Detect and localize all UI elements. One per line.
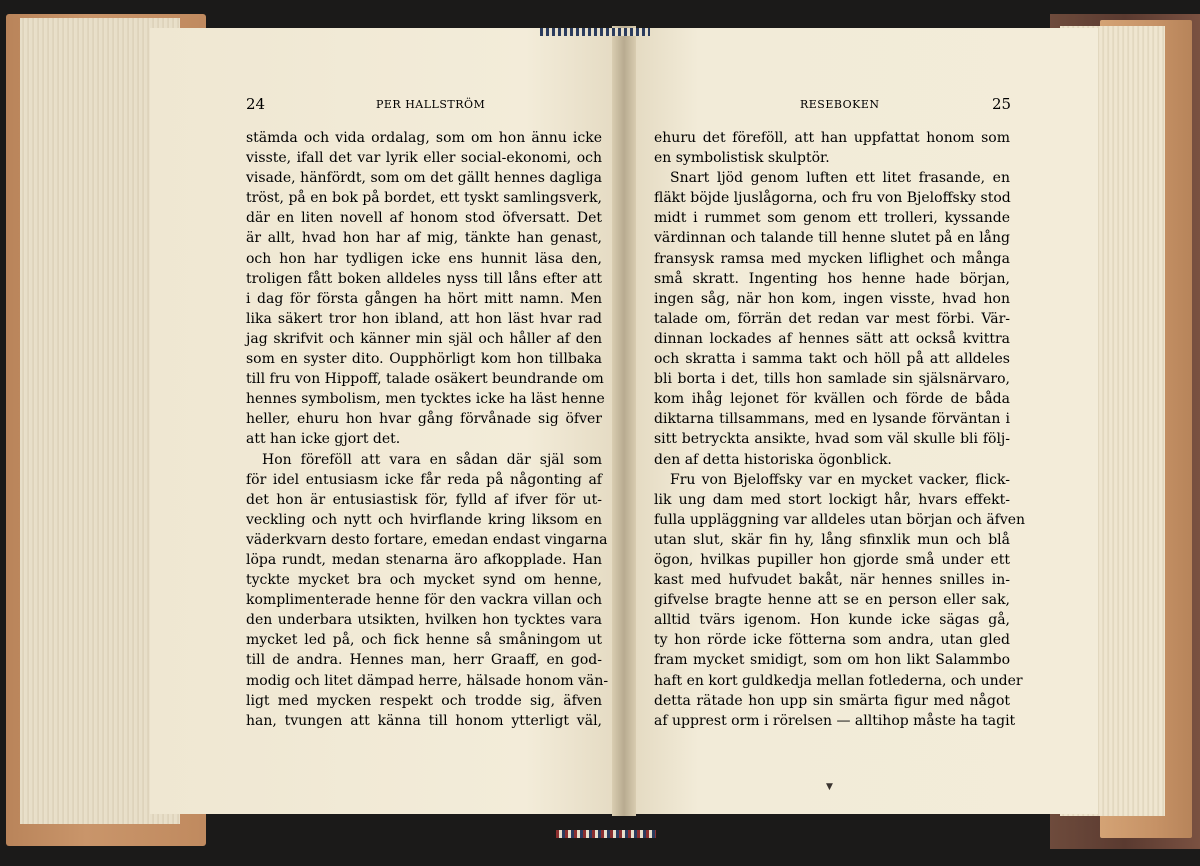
text-line: det hon är entusiastisk för, fylld af ifver för ut-	[246, 491, 602, 508]
text-line: för idel entusiasm icke får reda på någonting af	[246, 471, 602, 488]
text-line: som en syster dito. Oupphörligt kom hon tillbaka	[246, 351, 602, 368]
text-line: talade om, förrän det redan var mest förbi. Vär-	[654, 310, 1010, 327]
text-line: fläkt böjde ljuslågorna, och fru von Bjeloffsky stod	[654, 190, 1011, 207]
text-line: diktarna tillsammans, med en lysande förväntan i	[654, 411, 1010, 428]
text-line: haft en kort guldkedja mellan fotlederna, och under	[654, 672, 1023, 689]
text-line: en symbolistisk skulptör.	[654, 150, 830, 167]
right-page-number: 25	[992, 95, 1012, 113]
text-line: tyckte mycket bra och mycket synd om henne,	[246, 572, 602, 589]
text-line: modig och litet dämpad herre, hälsade honom vän-	[246, 672, 609, 689]
text-line: kast med hufvudet bakåt, när hennes snilles in-	[654, 572, 1010, 589]
text-line: visade, hänfördt, som om det gällt hennes dagliga	[246, 170, 602, 187]
ink-speck: ▼	[826, 782, 833, 792]
text-line: och hon har tydligen icke ens hunnit läsa den,	[246, 250, 602, 267]
text-line: Fru von Bjeloffsky var en mycket vacker, flick-	[670, 471, 1010, 488]
text-line: sitt betryckta ansikte, hvad som väl skulle bli följ-	[654, 431, 1010, 448]
text-line: lik ung dam med stort lockigt hår, hvars effekt-	[654, 491, 1010, 508]
text-line: Snart ljöd genom luften ett litet frasande, en	[670, 170, 1010, 187]
text-line: till de andra. Hennes man, herr Graaff, en god-	[246, 652, 602, 669]
left-page-number: 24	[246, 95, 266, 113]
left-running-head: PER HALLSTRÖM	[376, 98, 486, 111]
text-line: i dag för första gången ha hört mitt namn. Men	[246, 290, 602, 307]
text-line: där en liten novell af honom stod öfversatt. Det	[246, 210, 602, 227]
text-line: bli borta i det, tills hon samlade sin själsnärvaro,	[654, 371, 1010, 388]
right-page-body	[654, 128, 1026, 731]
headband-bottom	[556, 830, 656, 838]
text-line: tröst, på en bok på bordet, ett tyskt samlingsverk,	[246, 190, 602, 207]
left-page-body	[246, 128, 609, 731]
text-line: mycket led på, och fick henne så småningom ut	[246, 632, 602, 649]
text-line: utan slut, skär fin hy, lång sfinxlik mun och blå	[654, 531, 1010, 548]
text-line: heller, ehuru hon hvar gång förvånade sig öfver	[246, 411, 602, 428]
text-line: ingen såg, när hon kom, ingen visste, hvad hon	[654, 290, 1010, 307]
text-line: ty hon rörde icke fötterna som andra, utan gled	[654, 632, 1010, 649]
headband-top	[540, 28, 650, 36]
text-line: troligen fått boken alldeles nyss till låns efter att	[246, 270, 602, 287]
book-gutter	[612, 26, 636, 816]
text-line: den underbara utsikten, hvilken hon tycktes vara	[246, 612, 602, 629]
text-line: veckling och nytt och hvirflande kring liksom en	[246, 511, 602, 528]
text-line: af upprest orm i rörelsen — alltihop måste ha tagit	[654, 712, 1016, 729]
text-line: gifvelse bragte henne att se en person eller sak,	[654, 592, 1010, 609]
text-line: ehuru det föreföll, att han uppfattat honom som	[654, 130, 1010, 146]
text-line: midt i rummet som genom ett trolleri, kyssande	[654, 210, 1010, 227]
text-line: värdinnan och talande till henne slutet på en lång	[654, 230, 1010, 247]
text-line: små skratt. Ingenting hos henne hade början,	[654, 270, 1010, 287]
text-line: väderkvarn desto fortare, emedan endast vingarna	[246, 531, 608, 548]
text-line: löpa rundt, medan stenarna äro afkopplade. Han	[246, 551, 602, 568]
text-line: visste, ifall det var lyrik eller social-ekonomi, och	[246, 150, 602, 167]
text-line: Hon föreföll att vara en sådan där själ som	[262, 451, 602, 468]
text-line: fram mycket smidigt, som om hon likt Salammbo	[654, 652, 1010, 669]
right-running-head: RESEBOKEN	[800, 98, 880, 111]
text-line: ögon, hvilkas pupiller hon gjorde små under ett	[654, 551, 1010, 568]
text-line: lika säkert tror hon ibland, att hon läst hvar rad	[246, 310, 602, 327]
text-line: till fru von Hippoff, talade osäkert beundrande om	[246, 371, 604, 388]
text-line: jag skrifvit och känner min själ och håller af den	[246, 330, 602, 347]
text-line: detta rätade hon upp sin smärta figur med något	[654, 692, 1010, 709]
text-line: komplimenterade henne för den vackra villan och	[246, 592, 602, 609]
text-line: alltid tvärs igenom. Hon kunde icke sägas gå,	[654, 612, 1010, 629]
text-line: stämda och vida ordalag, som om hon ännu icke	[246, 130, 602, 146]
text-line: och skratta i samma takt och höll på att alldeles	[654, 351, 1010, 368]
text-line: hennes symbolism, men tycktes icke ha läst henne	[246, 391, 605, 408]
text-line: den af detta historiska ögonblick.	[654, 451, 892, 468]
text-line: är allt, hvad hon har af mig, tänkte han genast,	[246, 230, 602, 247]
text-line: fulla uppläggning var alldeles utan början och äfven	[654, 511, 1026, 528]
text-line: ligt med mycken respekt och trodde sig, äfven	[246, 692, 602, 709]
text-line: kom ihåg lejonet för kvällen och förde de båda	[654, 391, 1010, 408]
text-line: han, tvungen att känna till honom ytterligt väl,	[246, 712, 602, 729]
text-line: dinnan lockades af hennes sätt att också kvittra	[654, 330, 1010, 347]
text-line: fransysk ramsa med mycken liflighet och många	[654, 250, 1010, 267]
text-line: att han icke gjort det.	[246, 431, 401, 448]
